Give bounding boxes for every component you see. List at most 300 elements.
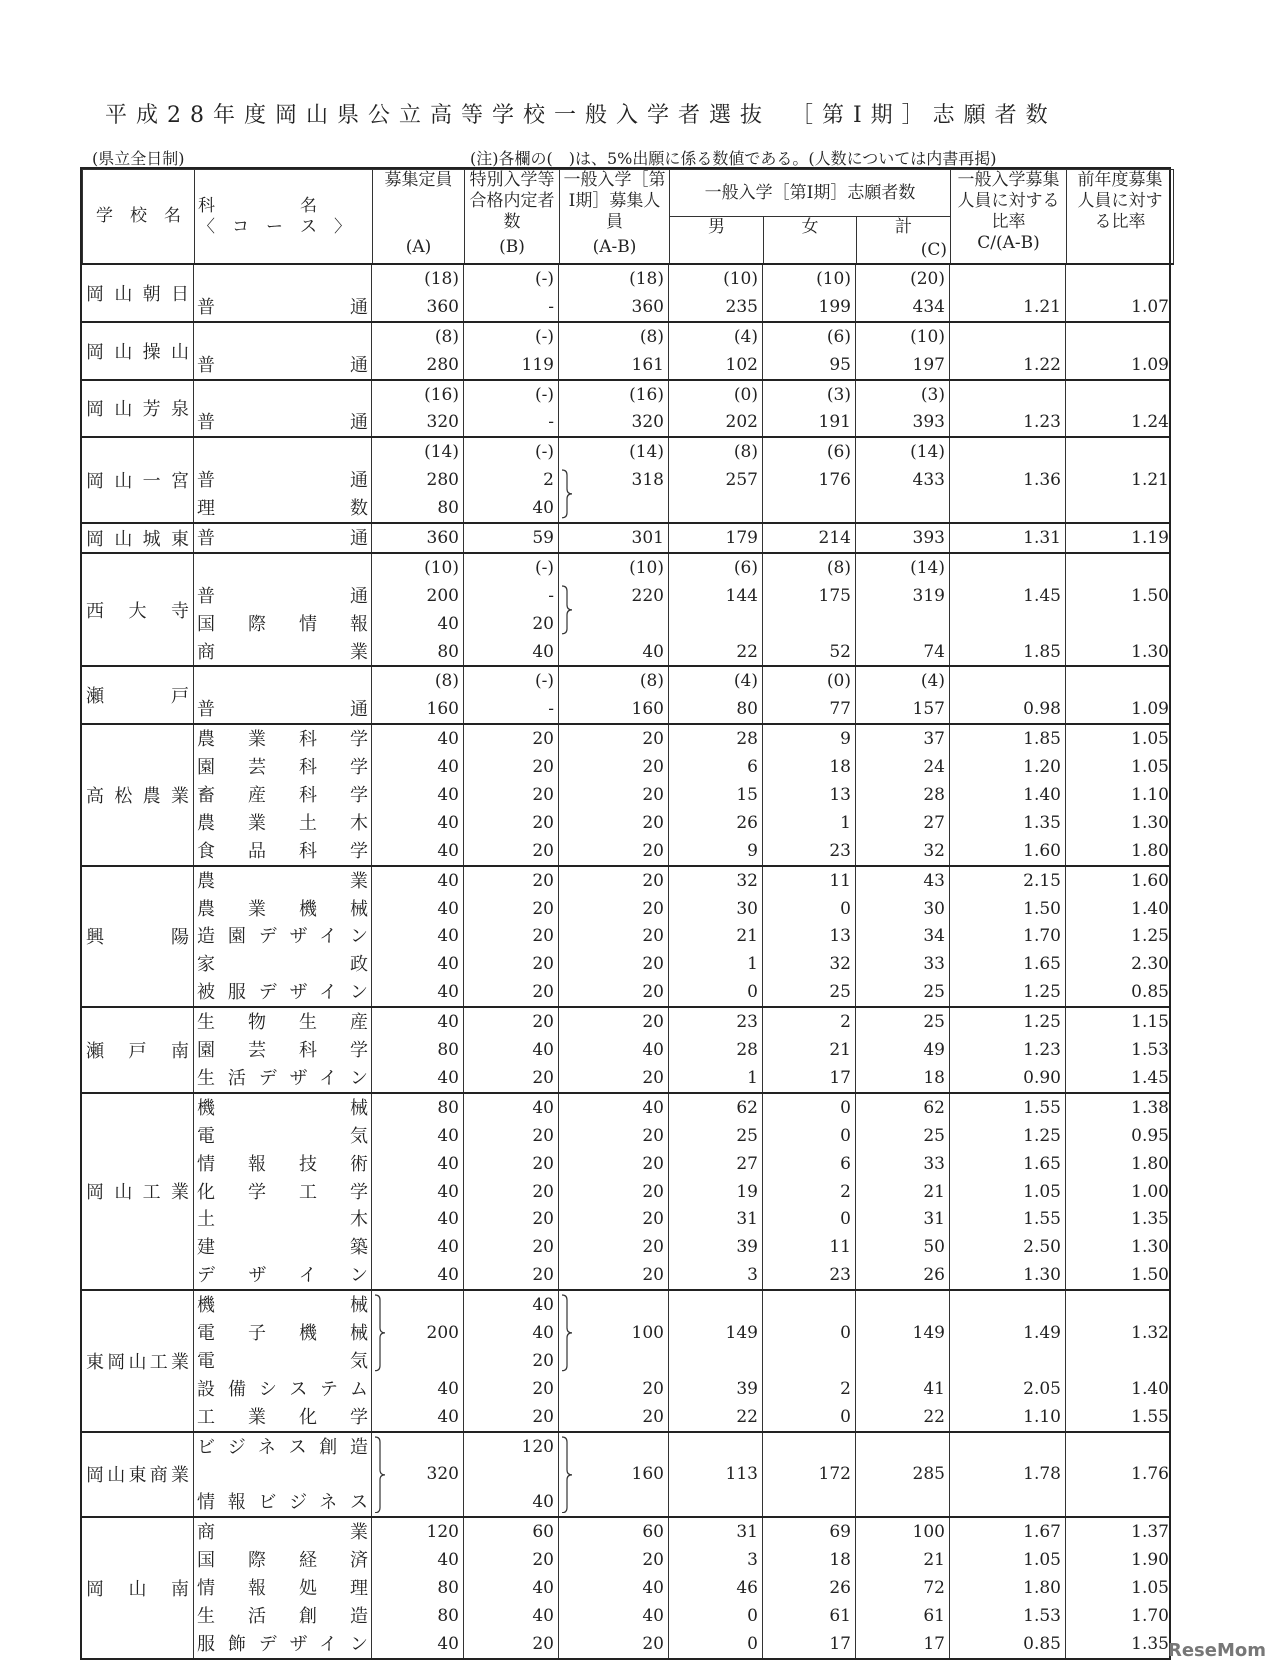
cell-course: 普通 [194,582,372,610]
cell-b: 40 [464,494,559,522]
cell-f: 17 [763,1064,856,1092]
cell-a: 80 [372,1602,464,1630]
cell-f: 21 [763,1036,856,1064]
cell-a: 40 [372,1375,464,1403]
cell-course: 生活デザイン [194,1064,372,1092]
cell-a: 40 [372,610,464,638]
cell-course [194,438,372,466]
cell-m [669,494,763,522]
cell-a: 80 [372,1574,464,1602]
cell-r [950,265,1066,293]
cell-p: 1.40 [1131,1378,1169,1399]
cell-b: (-) [464,323,559,351]
cell-b: 20 [464,1233,559,1261]
table-row [194,1460,1173,1488]
table-row [194,1403,1173,1431]
school-name-text: 岡山工業 [86,1182,189,1204]
header-total [857,217,951,265]
cell-c [856,1347,950,1375]
cell-b: 40 [464,1319,559,1347]
table-row [194,895,1173,923]
cell-ab: 20 [559,978,669,1006]
cell-m [669,1433,763,1461]
table-row [194,1036,1173,1064]
cell-p: 1.25 [1131,926,1169,947]
document-title: 平成28年度岡山県公立高等学校一般入学者選抜 ［第Ⅰ期］志願者数 [105,103,1057,128]
cell-ab [559,1347,669,1375]
cell-ab: 20 [559,867,669,895]
cell-p [1066,1488,1173,1516]
cell-m: 30 [669,895,763,923]
cell-ab: 20 [559,1150,669,1178]
cell-course [194,554,372,582]
cell-f [763,1433,856,1461]
table-row [194,582,1173,610]
cell-r: 0.85 [950,1630,1066,1658]
header-quota-sub: (A) [405,237,432,257]
table-row [194,1008,1173,1036]
cell-p: 1.35 [1131,1633,1169,1654]
cell-ab: (16) [559,381,669,409]
cell-b: 20 [464,837,559,865]
cell-f: 17 [763,1630,856,1658]
cell-a: (8) [372,323,464,351]
cell-m [669,1347,763,1375]
cell-f [763,1291,856,1319]
cell-course: 電気 [194,1347,372,1375]
cell-b: 20 [464,978,559,1006]
cell-r: 0.90 [950,1064,1066,1092]
table-row [194,438,1173,466]
cell-b: 40 [464,638,559,666]
cell-ab: 360 [559,293,669,321]
header-course [195,170,373,265]
cell-b: 40 [464,1488,559,1516]
cell-course: ビジネス創造 [194,1433,372,1461]
school-group [82,522,1169,552]
cell-c: 34 [856,922,950,950]
cell-ab: 160 [559,1460,669,1488]
cell-b: 119 [464,351,559,379]
header-quota [373,170,465,265]
cell-r: 1.10 [950,1403,1066,1431]
cell-p: 1.40 [1131,898,1169,919]
cell-r: 1.80 [950,1574,1066,1602]
cell-b: 20 [464,610,559,638]
cell-f: 0 [763,1094,856,1122]
cell-b: 20 [464,1403,559,1431]
cell-b: 20 [464,1205,559,1233]
cell-course: 理数 [194,494,372,522]
cell-c: 197 [856,351,950,379]
cell-p [1066,554,1173,582]
cell-c: 49 [856,1036,950,1064]
cell-m: 23 [669,1008,763,1036]
header-general-label: 一般入学［第Ⅰ期］募集人員 [563,170,666,232]
cell-b: 20 [464,1064,559,1092]
cell-c: 17 [856,1630,950,1658]
cell-r: 1.23 [950,408,1066,436]
cell-f: 0 [763,895,856,923]
cell-f [763,494,856,522]
school-group [82,1289,1169,1430]
cell-ab: (18) [559,265,669,293]
cell-c: (20) [856,265,950,293]
cell-c: 433 [856,466,950,494]
cell-r: 1.53 [950,1602,1066,1630]
cell-r [950,438,1066,466]
resemom-logo: ReseMom [1167,1640,1266,1661]
cell-f: 172 [763,1460,856,1488]
cell-m: 21 [669,922,763,950]
cell-ab: 220 [559,582,669,610]
table-row [194,494,1173,522]
cell-course [194,323,372,351]
cell-b: 20 [464,1347,559,1375]
cell-a: 40 [372,1178,464,1206]
cell-ab [559,610,669,638]
cell-f: (3) [763,381,856,409]
cell-b: (-) [464,265,559,293]
school-name [82,725,194,864]
cell-ab: (10) [559,554,669,582]
table-row [194,695,1173,723]
cell-b: 20 [464,1546,559,1574]
table-row [194,381,1173,409]
cell-b: 120 [464,1433,559,1461]
cell-b: 40 [464,1291,559,1319]
table-row [194,725,1173,753]
cell-r: 1.05 [950,1178,1066,1206]
school-group [82,865,1169,1006]
cell-f: 18 [763,753,856,781]
cell-p: 1.05 [1131,1577,1169,1598]
cell-f: 175 [763,582,856,610]
cell-course: 土木 [194,1205,372,1233]
cell-course: 普通 [194,408,372,436]
cell-ab: 20 [559,1261,669,1289]
cell-a: 200 [372,1319,464,1347]
cell-ab: 20 [559,1178,669,1206]
cell-b: 20 [464,1630,559,1658]
cell-b: 20 [464,809,559,837]
cell-p: 1.09 [1131,699,1169,720]
header-course-top: 科 名 [198,195,317,216]
cell-r: 1.25 [950,1008,1066,1036]
cell-ab [559,1488,669,1516]
cell-b: 20 [464,725,559,753]
cell-p: 1.05 [1131,757,1169,778]
table-row [194,408,1173,436]
cell-m: 28 [669,1036,763,1064]
cell-a [372,1433,464,1461]
cell-c: 18 [856,1064,950,1092]
cell-course [194,1460,372,1488]
cell-a: 40 [372,1261,464,1289]
cell-a: 40 [372,1205,464,1233]
cell-r: 1.25 [950,978,1066,1006]
cell-m [669,610,763,638]
cell-course: 園芸科学 [194,753,372,781]
cell-p [1066,1433,1173,1461]
cell-a: 40 [372,867,464,895]
cell-m: (0) [669,381,763,409]
cell-c: 31 [856,1205,950,1233]
cell-f: 9 [763,725,856,753]
header-total-label: 計 [895,217,913,237]
cell-course: 機械 [194,1291,372,1319]
cell-c: 41 [856,1375,950,1403]
cell-r: 1.31 [950,524,1066,552]
cell-r: 1.49 [950,1319,1066,1347]
header-ratio-label: 一般入学募集人員に対する比率 [957,170,1060,232]
cell-a: 40 [372,1233,464,1261]
cell-c: 30 [856,895,950,923]
cell-r: 1.35 [950,809,1066,837]
cell-course [194,265,372,293]
cell-f: 32 [763,950,856,978]
cell-a: 40 [372,1008,464,1036]
cell-r: 1.50 [950,895,1066,923]
cell-c [856,1433,950,1461]
cell-m: 26 [669,809,763,837]
cell-ab: 20 [559,1403,669,1431]
cell-course: 情報技術 [194,1150,372,1178]
cell-r: 1.23 [950,1036,1066,1064]
cell-a: 320 [372,408,464,436]
cell-f: 0 [763,1122,856,1150]
table-row [194,1122,1173,1150]
school-name [82,867,194,1006]
table-row [194,1291,1173,1319]
cell-f: 2 [763,1008,856,1036]
cell-b: 20 [464,781,559,809]
cell-b: 40 [464,1036,559,1064]
cell-p: 1.30 [1131,812,1169,833]
cell-r [950,610,1066,638]
cell-b: 60 [464,1518,559,1546]
cell-m: 149 [669,1319,763,1347]
table-row [194,781,1173,809]
cell-f: 23 [763,837,856,865]
cell-course: 農業 [194,867,372,895]
cell-a: 80 [372,1094,464,1122]
table-row [194,1574,1173,1602]
header-applicants: 一般入学［第Ⅰ期］志願者数 [670,170,951,217]
table-row [194,667,1173,695]
cell-course: 農業科学 [194,725,372,753]
cell-b: 20 [464,950,559,978]
cell-r [950,1488,1066,1516]
cell-a: 200 [372,582,464,610]
cell-p: 1.80 [1131,1153,1169,1174]
cell-c: 319 [856,582,950,610]
cell-b: 59 [464,524,559,552]
cell-a: 40 [372,895,464,923]
cell-r [950,1433,1066,1461]
cell-m: 46 [669,1574,763,1602]
cell-course: 化学工学 [194,1178,372,1206]
cell-a: (16) [372,381,464,409]
cell-r: 1.25 [950,1122,1066,1150]
cell-p: 1.60 [1131,870,1169,891]
cell-ab: 20 [559,1008,669,1036]
cell-p [1066,494,1173,522]
table-row [194,1094,1173,1122]
cell-f: 26 [763,1574,856,1602]
cell-a: 40 [372,753,464,781]
cell-c: 37 [856,725,950,753]
cell-m: 39 [669,1233,763,1261]
cell-f: 0 [763,1205,856,1233]
cell-course: 農業土木 [194,809,372,837]
school-name-text: 岡山朝日 [86,283,189,305]
cell-course: 普通 [194,351,372,379]
header-course-bottom: 〈 コ ー ス 〉 [198,216,351,237]
cell-c: (14) [856,554,950,582]
cell-c: 74 [856,638,950,666]
school-name [82,381,194,437]
cell-course: 電子機械 [194,1319,372,1347]
cell-ab: 20 [559,725,669,753]
table-row [194,753,1173,781]
school-group [82,723,1169,864]
cell-c: 25 [856,1008,950,1036]
cell-m: 9 [669,837,763,865]
cell-r [950,381,1066,409]
cell-course: 電気 [194,1122,372,1150]
cell-a: (18) [372,265,464,293]
cell-c: 393 [856,524,950,552]
cell-ab: (8) [559,667,669,695]
cell-c: (3) [856,381,950,409]
cell-a: 40 [372,950,464,978]
cell-r: 1.67 [950,1518,1066,1546]
cell-f: 6 [763,1150,856,1178]
cell-p: 1.90 [1131,1550,1169,1571]
cell-m: 22 [669,1403,763,1431]
cell-p: 1.07 [1131,296,1169,317]
table-row [194,265,1173,293]
cell-a: 40 [372,922,464,950]
cell-c: 100 [856,1518,950,1546]
cell-ab: 40 [559,1602,669,1630]
cell-a [372,1347,464,1375]
cell-course: 国際経済 [194,1546,372,1574]
table-row [194,950,1173,978]
school-name-text: 岡山芳泉 [86,399,189,421]
cell-f: 61 [763,1602,856,1630]
school-name [82,554,194,666]
cell-ab: 20 [559,781,669,809]
cell-f: 2 [763,1375,856,1403]
cell-b: 40 [464,1094,559,1122]
cell-c: 43 [856,867,950,895]
table-row [194,1602,1173,1630]
cell-f: 0 [763,1403,856,1431]
cell-m: (8) [669,438,763,466]
cell-f: 52 [763,638,856,666]
cell-m: 25 [669,1122,763,1150]
cell-r: 1.55 [950,1205,1066,1233]
cell-p: 1.80 [1131,840,1169,861]
school-group [82,321,1169,379]
cell-r: 0.98 [950,695,1066,723]
cell-p: 1.32 [1131,1322,1169,1343]
school-group [82,1092,1169,1289]
cell-c: 33 [856,1150,950,1178]
school-name [82,1094,194,1289]
cell-p: 1.37 [1131,1522,1169,1543]
cell-b: 20 [464,1150,559,1178]
cell-m: 31 [669,1205,763,1233]
cell-course: 食品科学 [194,837,372,865]
cell-r: 1.20 [950,753,1066,781]
cell-p: 2.30 [1131,954,1169,975]
category-label: (県立全日制) [92,149,185,168]
cell-r: 1.60 [950,837,1066,865]
cell-m: 15 [669,781,763,809]
table-row [194,351,1173,379]
cell-m: 3 [669,1546,763,1574]
cell-m: 202 [669,408,763,436]
school-name-text: 岡山一宮 [86,471,189,493]
table-row [194,922,1173,950]
cell-p [1066,381,1173,409]
cell-course: 工業化学 [194,1403,372,1431]
header-special-label: 特別入学等合格内定者数 [469,170,555,232]
cell-ab: 20 [559,1546,669,1574]
cell-a: 80 [372,494,464,522]
header-quota-label: 募集定員 [384,170,453,190]
cell-r: 1.85 [950,638,1066,666]
header-general [560,170,670,265]
cell-f: (10) [763,265,856,293]
cell-c: 393 [856,408,950,436]
cell-p: 0.95 [1131,1125,1169,1146]
table-row [194,867,1173,895]
cell-a: 40 [372,781,464,809]
cell-a: 40 [372,809,464,837]
cell-b: (-) [464,554,559,582]
cell-r: 2.15 [950,867,1066,895]
school-name [82,1433,194,1517]
cell-m: (4) [669,323,763,351]
cell-p: 1.09 [1131,354,1169,375]
cell-r: 1.85 [950,725,1066,753]
cell-c: 33 [856,950,950,978]
cell-c: 157 [856,695,950,723]
cell-course [194,381,372,409]
cell-course: 被服デザイン [194,978,372,1006]
cell-p: 1.10 [1131,785,1169,806]
cell-b: 20 [464,1008,559,1036]
cell-p: 1.30 [1131,641,1169,662]
cell-r [950,667,1066,695]
cell-p: 1.45 [1131,1067,1169,1088]
cell-f: 176 [763,466,856,494]
cell-c: 21 [856,1178,950,1206]
cell-f [763,610,856,638]
cell-a: 280 [372,351,464,379]
table-row [194,1205,1173,1233]
cell-m: 179 [669,524,763,552]
cell-f: 95 [763,351,856,379]
header-ratio-sub: C/(A-B) [977,233,1040,253]
cell-ab: 20 [559,1233,669,1261]
cell-a: 40 [372,1150,464,1178]
cell-r [950,494,1066,522]
